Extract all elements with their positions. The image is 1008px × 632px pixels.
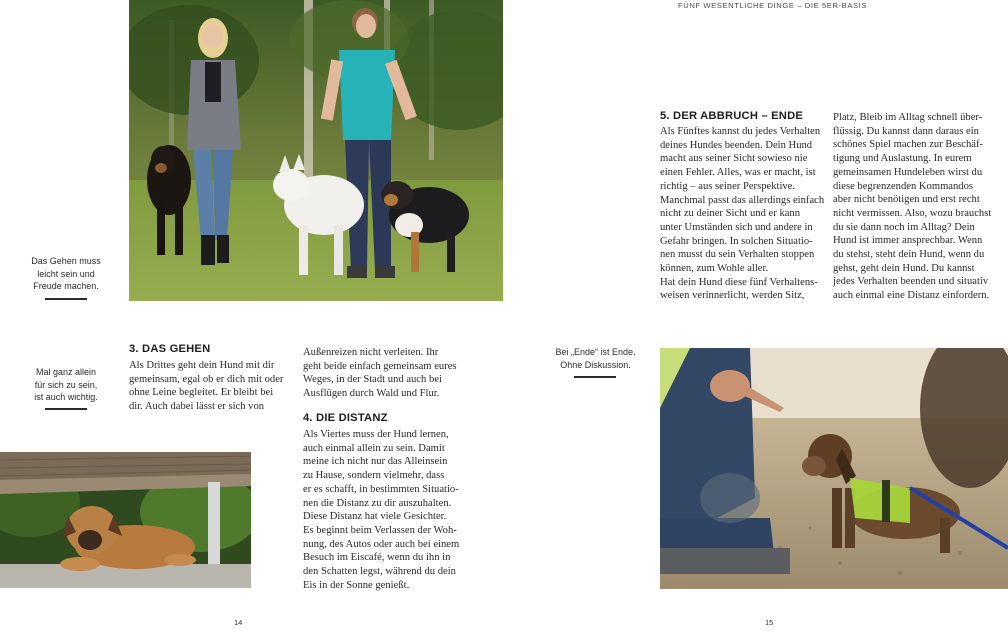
paragraph-line: Außenreizen nicht verleiten. Ihr [303, 347, 439, 358]
paragraph-line: einen Fehler. Alles, was er macht, ist [660, 167, 816, 179]
caption-alone [24, 366, 108, 404]
walking-photo [129, 0, 503, 301]
paragraph-line: Als Drittes geht dein Hund mit dir [129, 360, 275, 371]
paragraph-line: du stehst, steht dein Hund, wenn du [833, 249, 985, 261]
paragraph-line: den Schatten legst, während du dein [303, 566, 456, 578]
caption-rule [574, 376, 616, 378]
paragraph-line: diese begrenzenden Kommandos [833, 180, 974, 192]
paragraph-line: können, zum Wohle aller. [660, 263, 769, 275]
caption-alone-line: ist auch wichtig. [34, 392, 98, 403]
paragraph-line: richtig – aus seiner Perspektive. [660, 180, 796, 192]
paragraph-line: auch einmal allein zu sein. Damit [303, 442, 445, 454]
caption-walking-line: Das Gehen muss [31, 256, 101, 266]
paragraph-line: tigung und Auslastung. In eurem [833, 153, 972, 165]
paragraph-line: dir. Auch dabei lässt er sich von [129, 401, 265, 413]
paragraph-line: gehst, geht dein Hund. Du kannst [833, 262, 975, 274]
paragraph-line: ohne Leine begleitet. Er bleibt bei [129, 387, 274, 399]
paragraph-line: weisen verinnerlicht, werden Sitz, [660, 290, 805, 302]
paragraph-line: zu Hause, sondern vielmehr, dass [303, 470, 445, 482]
paragraph-line: Diese Distanz hat viele Gesichter. [303, 511, 447, 523]
paragraph-line: er es schafft, in bestimmten Situatio- [303, 483, 459, 495]
section-3-heading: 3. DAS GEHEN [129, 343, 211, 355]
paragraph-line: schönes Spiel machen zur Beschäf- [833, 139, 984, 151]
page-number-left: 14 [234, 618, 243, 627]
paragraph-line: meine ich nicht nur das Alleinsein [303, 456, 448, 468]
caption-rule [45, 298, 87, 300]
caption-end [548, 346, 643, 371]
paragraph-line: Eis in der Sonne genießt. [303, 579, 410, 591]
paragraph-line: nen die Distanz zu dir auszuhalten. [303, 497, 452, 509]
paragraph-line: flüssig. Du kannst dann daraus ein [833, 125, 979, 137]
paragraph-line: geht beide einfach gemeinsam eures [303, 360, 457, 372]
caption-alone-line: Mal ganz allein [35, 367, 97, 377]
paragraph-line: Hat dein Hund diese fünf Verhaltens- [660, 276, 818, 288]
paragraph-line: nen musst du sein Verhalten stoppen [660, 249, 815, 261]
paragraph-line: auch einmal eine Distanz einfordern. [833, 290, 990, 302]
paragraph-line: nung, des Autos oder auch bei einem [303, 538, 460, 550]
caption-alone-line: für sich zu sein, [34, 379, 98, 390]
caption-end-line: Bei „Ende“ ist Ende. [555, 347, 636, 357]
caption-walking [24, 255, 108, 293]
paragraph-line: Hund ist immer ansprechbar. Wenn [833, 235, 983, 247]
caption-walking-line: leicht sein und [37, 268, 95, 279]
paragraph-line: gemeinsam, egal ob er dich mit oder [129, 373, 284, 385]
section-5 [660, 110, 825, 303]
paragraph-line: Ausflügen durch Wald und Flur. [303, 388, 440, 400]
paragraph-line: Weges, in der Stadt und auch bei [303, 374, 442, 386]
dachshund-photo [660, 348, 1008, 589]
section-4 [303, 412, 468, 592]
paragraph-line: Manchmal passt das allerdings einfach [660, 194, 825, 206]
caption-walking-line: Freude machen. [33, 281, 99, 292]
paragraph-line: Platz, Bleib im Alltag schnell über- [833, 112, 983, 123]
paragraph-line: Es beginnt beim Verlassen der Woh- [303, 524, 457, 536]
paragraph-line: Besuch im Eiscafé, wenn du ihn in [303, 552, 451, 564]
paragraph-line: macht aus seiner Sicht sowieso nie [660, 153, 808, 165]
paragraph-line: deines Hundes beenden. Dein Hund [660, 139, 813, 151]
paragraph-line: jedes Verhalten beenden und situativ [833, 276, 989, 288]
caption-end-line: Ohne Diskussion. [560, 359, 631, 370]
puppy-photo [0, 452, 251, 588]
caption-rule [45, 408, 87, 410]
paragraph-line: Gefahr bringen. In solchen Situatio- [660, 235, 813, 247]
paragraph-line: aber nicht benötigen und erst recht [833, 194, 980, 206]
paragraph-line: nicht zu deiner Sicht und er kann [660, 208, 801, 220]
paragraph-line: nicht vermissen. Also, wozu brauchst [833, 207, 992, 219]
section-5-continued [833, 111, 1003, 303]
page-number-right: 15 [765, 618, 774, 627]
section-4-heading: 4. DIE DISTANZ [303, 412, 388, 424]
section-5-heading: 5. DER ABBRUCH – ENDE [660, 110, 804, 122]
paragraph-line: Als Fünftes kannst du jedes Verhalten [660, 126, 821, 137]
paragraph-line: unter Umständen sich und andere in [660, 221, 813, 233]
running-head: FÜNF WESENTLICHE DINGE – DIE 5ER-BASIS [678, 1, 868, 10]
paragraph-line: gemeinsamen Hundeleben wirst du [833, 166, 983, 178]
section-3 [129, 343, 289, 414]
paragraph-line: du sie dann noch im Alltag? Dein [833, 221, 975, 233]
paragraph-line: Als Viertes muss der Hund lernen, [303, 429, 449, 440]
section-3-continued [303, 346, 468, 401]
